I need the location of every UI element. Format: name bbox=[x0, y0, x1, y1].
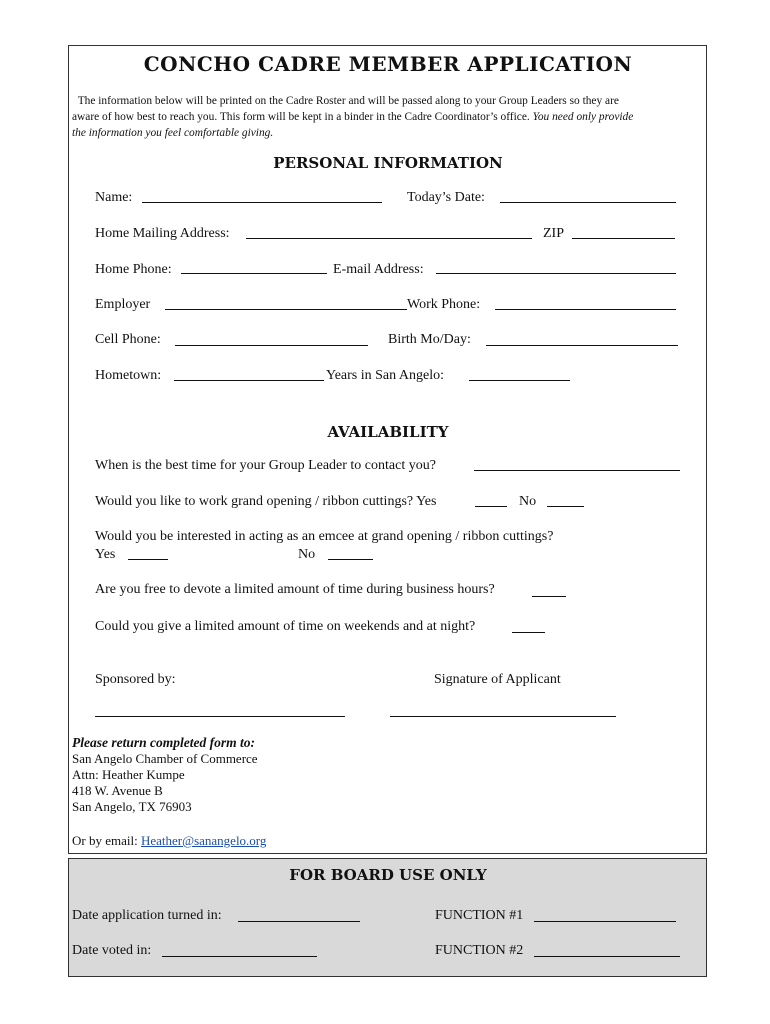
birth-field[interactable] bbox=[486, 345, 678, 346]
ribbon-yes-field[interactable] bbox=[475, 506, 507, 507]
function-1-label: FUNCTION #1 bbox=[435, 908, 524, 923]
email-label: E-mail Address: bbox=[333, 262, 424, 277]
board-heading: FOR BOARD USE ONLY bbox=[289, 866, 487, 884]
weekends-question: Could you give a limited amount of time on weekends and at night? bbox=[95, 619, 476, 634]
email-link[interactable]: Heather@sanangelo.org bbox=[140, 833, 267, 848]
zip-label: ZIP bbox=[543, 226, 564, 241]
ribbon-no-label: No bbox=[519, 494, 537, 509]
name-label: Name: bbox=[95, 190, 133, 205]
emcee-no-field[interactable] bbox=[328, 559, 373, 560]
emcee-no-label: No bbox=[298, 547, 316, 562]
home-address-field[interactable] bbox=[246, 238, 532, 239]
ribbon-question: Would you like to work grand opening / ribbon cuttings? Yes bbox=[95, 494, 437, 509]
return-line-2: Attn: Heather Kumpe bbox=[72, 767, 185, 782]
intro-text bbox=[72, 93, 704, 141]
turned-in-field[interactable] bbox=[238, 921, 360, 922]
business-hours-field[interactable] bbox=[532, 596, 566, 597]
home-address-label: Home Mailing Address: bbox=[95, 226, 230, 241]
birth-label: Birth Mo/Day: bbox=[388, 332, 471, 347]
function-2-label: FUNCTION #2 bbox=[435, 943, 524, 958]
form-title: CONCHO CADRE MEMBER APPLICATION bbox=[143, 52, 633, 76]
contact-time-question: When is the best time for your Group Leader to contact you? bbox=[95, 458, 436, 473]
voted-in-field[interactable] bbox=[162, 956, 317, 957]
business-hours-question: Are you free to devote a limited amount of time during business hours? bbox=[95, 582, 495, 597]
return-line-3: 418 W. Avenue B bbox=[72, 783, 163, 798]
intro-line-2-italic: You need only provide bbox=[532, 111, 634, 123]
personal-info-heading: PERSONAL INFORMATION bbox=[273, 154, 503, 172]
cell-phone-field[interactable] bbox=[175, 345, 368, 346]
intro-line-1: The information below will be printed on the Cadre Roster and will be passed along to your Group Leaders so they are bbox=[77, 95, 619, 107]
function-2-field[interactable] bbox=[534, 956, 680, 957]
years-field[interactable] bbox=[469, 380, 570, 381]
email-line bbox=[72, 833, 266, 849]
voted-in-label: Date voted in: bbox=[72, 943, 152, 958]
emcee-question: Would you be interested in acting as an emcee at grand opening / ribbon cuttings? bbox=[95, 529, 554, 544]
email-prefix: Or by email: bbox=[72, 833, 138, 848]
signature-label: Signature of Applicant bbox=[434, 672, 561, 687]
home-phone-field[interactable] bbox=[181, 273, 327, 274]
todays-date-label: Today’s Date: bbox=[407, 190, 485, 205]
weekends-field[interactable] bbox=[512, 632, 545, 633]
todays-date-field[interactable] bbox=[500, 202, 676, 203]
hometown-label: Hometown: bbox=[95, 368, 162, 383]
home-phone-label: Home Phone: bbox=[95, 262, 172, 277]
function-1-field[interactable] bbox=[534, 921, 676, 922]
name-field[interactable] bbox=[142, 202, 382, 203]
return-address-block bbox=[72, 735, 258, 815]
return-heading: Please return completed form to: bbox=[72, 735, 255, 750]
sponsored-by-field[interactable] bbox=[95, 716, 345, 717]
email-field[interactable] bbox=[436, 273, 676, 274]
signature-field[interactable] bbox=[390, 716, 616, 717]
emcee-yes-label: Yes bbox=[95, 547, 116, 562]
zip-field[interactable] bbox=[572, 238, 675, 239]
contact-time-field[interactable] bbox=[474, 470, 680, 471]
cell-phone-label: Cell Phone: bbox=[95, 332, 161, 347]
return-line-4: San Angelo, TX 76903 bbox=[72, 799, 192, 814]
intro-line-3-italic: the information you feel comfortable giving. bbox=[72, 127, 274, 139]
employer-label: Employer bbox=[95, 297, 151, 312]
sponsored-by-label: Sponsored by: bbox=[95, 672, 176, 687]
hometown-field[interactable] bbox=[174, 380, 324, 381]
ribbon-no-field[interactable] bbox=[547, 506, 584, 507]
years-label: Years in San Angelo: bbox=[326, 368, 444, 383]
availability-heading: AVAILABILITY bbox=[327, 423, 449, 441]
employer-field[interactable] bbox=[165, 309, 407, 310]
emcee-yes-field[interactable] bbox=[128, 559, 168, 560]
turned-in-label: Date application turned in: bbox=[72, 908, 222, 923]
return-line-1: San Angelo Chamber of Commerce bbox=[72, 751, 258, 766]
intro-line-2: aware of how best to reach you. This form will be kept in a binder in the Cadre Coordinator’s office. bbox=[72, 111, 530, 123]
work-phone-field[interactable] bbox=[495, 309, 676, 310]
work-phone-label: Work Phone: bbox=[407, 297, 481, 312]
